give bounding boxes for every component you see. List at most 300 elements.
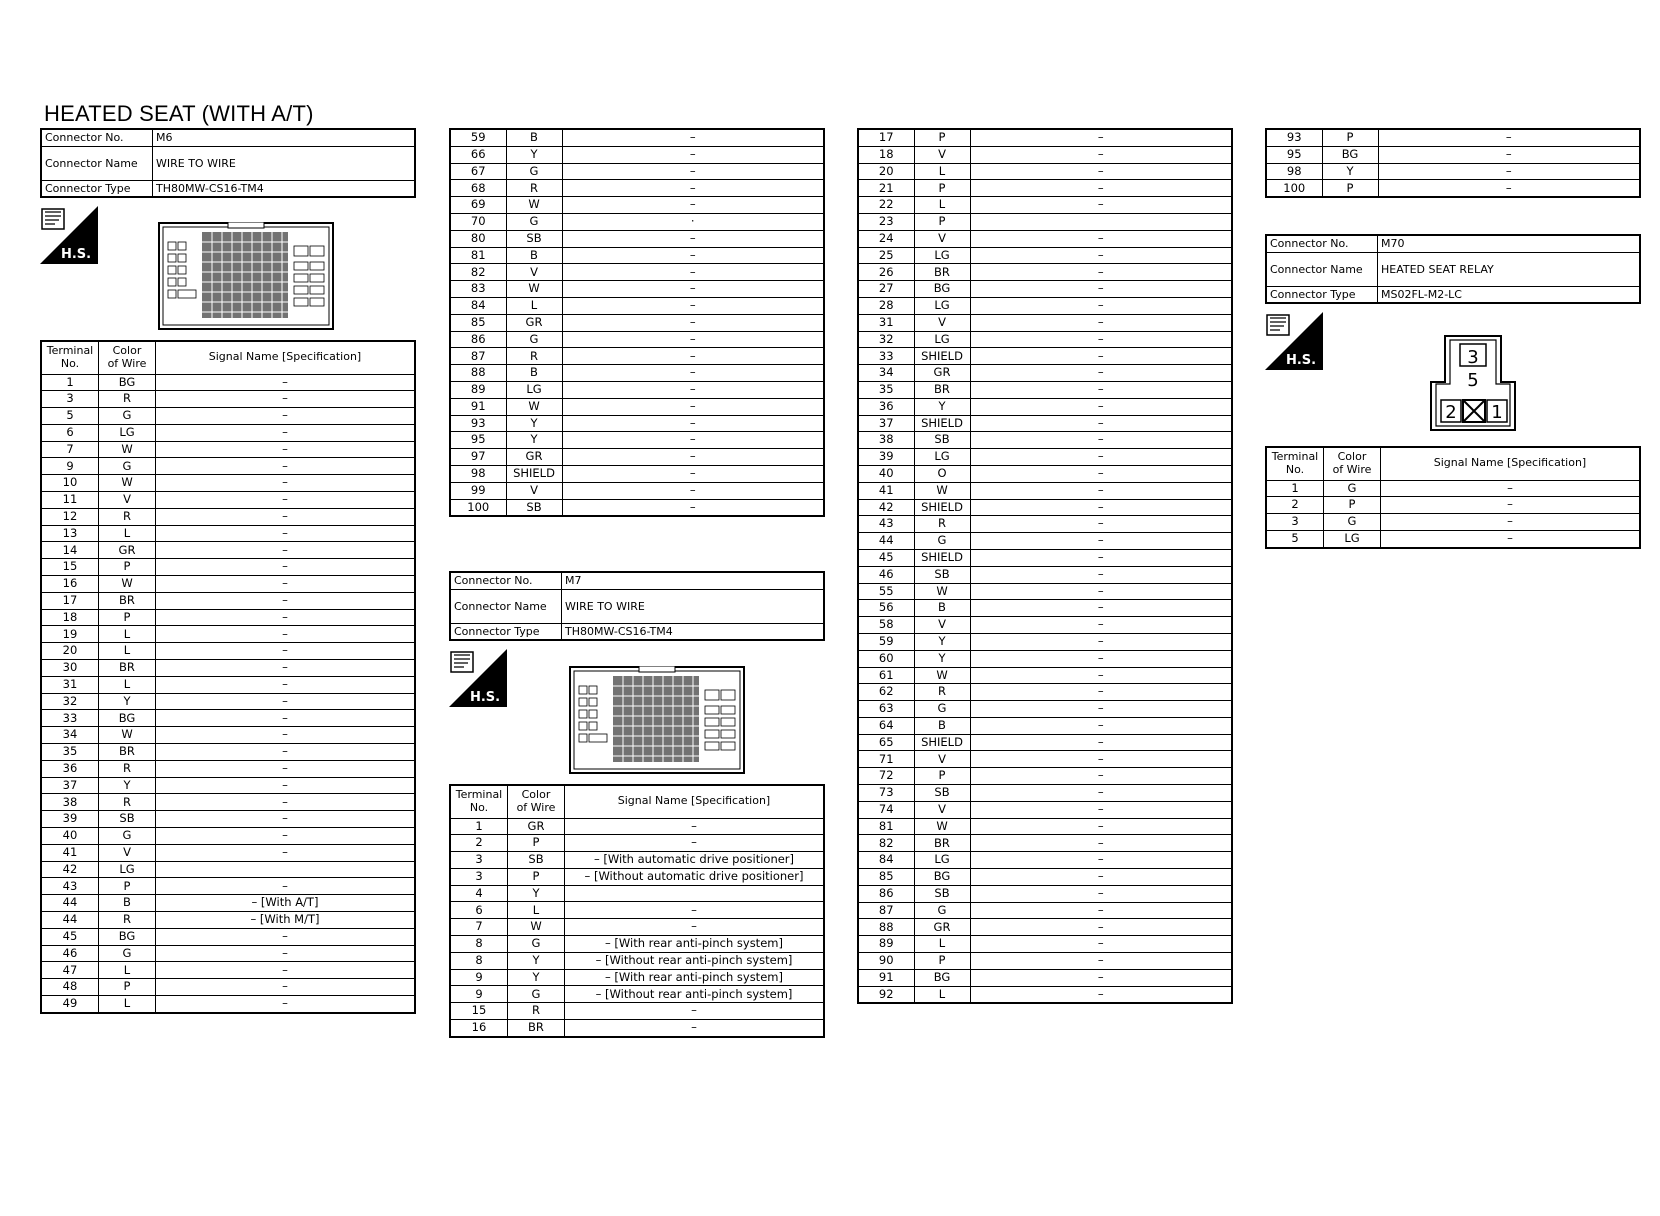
- wire-color: R: [506, 180, 562, 197]
- wire-color: LG: [1324, 530, 1381, 547]
- table-row: [450, 281, 824, 298]
- table-row: [450, 852, 824, 869]
- terminal-no: 46: [41, 945, 99, 962]
- signal-name: –: [156, 408, 416, 425]
- terminal-no: 34: [858, 365, 914, 382]
- terminal-no: 38: [858, 432, 914, 449]
- table-row: [450, 331, 824, 348]
- terminal-no: 84: [450, 297, 506, 314]
- terminal-no: 5: [41, 408, 99, 425]
- table-row: [450, 163, 824, 180]
- table-row: [858, 516, 1232, 533]
- terminal-no: 20: [858, 163, 914, 180]
- terminal-no: 37: [858, 415, 914, 432]
- wire-color: W: [506, 398, 562, 415]
- wire-color: L: [99, 962, 156, 979]
- table-row: [858, 835, 1232, 852]
- terminal-no: 36: [41, 760, 99, 777]
- signal-name: –: [156, 374, 416, 391]
- wire-color: V: [914, 230, 970, 247]
- table-row: [41, 660, 415, 677]
- wire-color: GR: [506, 314, 562, 331]
- signal-name: –: [970, 835, 1232, 852]
- terminal-no: 72: [858, 768, 914, 785]
- signal-name: –: [156, 710, 416, 727]
- wire-color: R: [99, 794, 156, 811]
- wire-color: L: [914, 936, 970, 953]
- terminal-no: 44: [858, 533, 914, 550]
- table-row: [450, 129, 824, 146]
- terminal-no: 6: [450, 902, 508, 919]
- table-row: [858, 163, 1232, 180]
- signal-name: –: [156, 693, 416, 710]
- table-row: [858, 717, 1232, 734]
- table-row: [450, 197, 824, 214]
- signal-name: –: [156, 492, 416, 509]
- wire-color: Y: [914, 398, 970, 415]
- table-row: [858, 281, 1232, 298]
- table-row: [41, 559, 415, 576]
- signal-name: –: [562, 180, 824, 197]
- terminal-no: 42: [41, 861, 99, 878]
- wire-color: G: [99, 945, 156, 962]
- table-row: [858, 549, 1232, 566]
- terminal-no: 98: [450, 465, 506, 482]
- signal-name: –: [562, 365, 824, 382]
- signal-name: –: [970, 852, 1232, 869]
- signal-name: –: [562, 499, 824, 516]
- table-row: [41, 928, 415, 945]
- connector-name-value: WIRE TO WIRE: [562, 589, 825, 623]
- wire-color: Y: [508, 952, 565, 969]
- wire-color: O: [914, 465, 970, 482]
- terminal-no: 87: [858, 902, 914, 919]
- signal-name: – [Without automatic drive positioner]: [565, 868, 825, 885]
- wire-color: R: [506, 348, 562, 365]
- table-row: [1266, 530, 1640, 547]
- pin-3: 3: [1467, 347, 1479, 368]
- column-2: [449, 128, 825, 517]
- terminal-no: 67: [450, 163, 506, 180]
- wire-color: R: [99, 391, 156, 408]
- column-1-terminals: [40, 340, 416, 1014]
- wire-color: G: [99, 408, 156, 425]
- wire-color: V: [506, 264, 562, 281]
- wire-color: W: [99, 475, 156, 492]
- terminal-no: 59: [858, 633, 914, 650]
- signal-name: –: [156, 508, 416, 525]
- table-row: [858, 684, 1232, 701]
- table-row: [41, 979, 415, 996]
- table-row: [858, 197, 1232, 214]
- signal-name: –: [156, 676, 416, 693]
- signal-name: –: [1378, 129, 1640, 146]
- harness-side-icon: [449, 649, 507, 707]
- table-row: [858, 869, 1232, 886]
- signal-name: –: [562, 163, 824, 180]
- table-row: [858, 650, 1232, 667]
- table-row: [41, 592, 415, 609]
- wire-color: LG: [914, 449, 970, 466]
- wire-color: L: [99, 643, 156, 660]
- wire-color: V: [914, 801, 970, 818]
- terminal-no: 85: [450, 314, 506, 331]
- terminal-no: 16: [450, 1020, 508, 1037]
- signal-name: –: [562, 432, 824, 449]
- signal-name: –: [970, 247, 1232, 264]
- table-row: [858, 617, 1232, 634]
- table-row: [41, 727, 415, 744]
- signal-name: –: [156, 626, 416, 643]
- terminal-no: 65: [858, 734, 914, 751]
- wire-color: G: [914, 533, 970, 550]
- table-row: [41, 408, 415, 425]
- terminal-no: 30: [41, 660, 99, 677]
- terminal-no: 44: [41, 895, 99, 912]
- signal-name: –: [156, 424, 416, 441]
- terminal-no: 3: [41, 391, 99, 408]
- terminal-no: 58: [858, 617, 914, 634]
- terminal-no: 45: [41, 928, 99, 945]
- signal-name: –: [970, 734, 1232, 751]
- wire-color: L: [914, 197, 970, 214]
- connector-diagram-m7: [569, 666, 745, 778]
- signal-name: –: [156, 576, 416, 593]
- terminal-no: 63: [858, 701, 914, 718]
- wire-color: V: [914, 617, 970, 634]
- terminal-no: 95: [450, 432, 506, 449]
- signal-name: –: [156, 760, 416, 777]
- wire-color: P: [914, 213, 970, 230]
- signal-name: –: [970, 600, 1232, 617]
- terminal-no: 1: [1266, 480, 1324, 497]
- signal-name: –: [970, 785, 1232, 802]
- signal-name: –: [970, 348, 1232, 365]
- terminal-no: 83: [450, 281, 506, 298]
- wire-color: G: [506, 163, 562, 180]
- signal-name: –: [970, 381, 1232, 398]
- wire-color: V: [506, 482, 562, 499]
- table-row: [858, 365, 1232, 382]
- terminal-no: 14: [41, 542, 99, 559]
- wire-color: L: [914, 986, 970, 1003]
- header-signal: Signal Name [Specification]: [1381, 447, 1641, 480]
- terminal-no: 41: [858, 482, 914, 499]
- terminal-no: 98: [1266, 163, 1322, 180]
- table-row: [858, 348, 1232, 365]
- table-row: [858, 499, 1232, 516]
- signal-name: –: [562, 415, 824, 432]
- signal-name: –: [970, 197, 1232, 214]
- terminal-no: 84: [858, 852, 914, 869]
- table-row: [450, 835, 824, 852]
- signal-name: –: [562, 348, 824, 365]
- signal-name: –: [565, 1003, 825, 1020]
- table-row: [1266, 146, 1640, 163]
- signal-name: –: [970, 751, 1232, 768]
- signal-name: – [With automatic drive positioner]: [565, 852, 825, 869]
- column-3: [857, 128, 1233, 1004]
- table-row: [450, 868, 824, 885]
- table-row: [858, 247, 1232, 264]
- table-row: [858, 415, 1232, 432]
- terminal-no: 3: [450, 868, 508, 885]
- table-row: [450, 180, 824, 197]
- terminal-no: 70: [450, 213, 506, 230]
- connector-type-value: MS02FL-M2-LC: [1378, 286, 1641, 303]
- terminal-no: 43: [858, 516, 914, 533]
- hs-badge-text: H.S.: [1285, 353, 1317, 368]
- signal-name: –: [970, 717, 1232, 734]
- signal-name: –: [1378, 163, 1640, 180]
- table-row: [450, 230, 824, 247]
- harness-side-icon: [1265, 312, 1323, 370]
- signal-name: –: [156, 592, 416, 609]
- terminal-no: 86: [858, 885, 914, 902]
- signal-name: –: [156, 542, 416, 559]
- terminal-no: 81: [858, 818, 914, 835]
- connector-type-value: TH80MW-CS16-TM4: [153, 180, 416, 197]
- terminal-no: 100: [450, 499, 506, 516]
- wire-color: BR: [99, 592, 156, 609]
- table-row: [450, 986, 824, 1003]
- terminal-no: 33: [41, 710, 99, 727]
- signal-name: –: [156, 727, 416, 744]
- wire-color: B: [506, 129, 562, 146]
- terminal-no: 89: [450, 381, 506, 398]
- terminal-no: 11: [41, 492, 99, 509]
- terminal-table-m70: [1265, 446, 1641, 549]
- table-row: [858, 986, 1232, 1003]
- wire-color: Y: [914, 650, 970, 667]
- terminal-no: 31: [41, 676, 99, 693]
- wire-color: R: [508, 1003, 565, 1020]
- signal-name: [565, 885, 825, 902]
- table-row: [450, 1003, 824, 1020]
- wire-color: SB: [914, 432, 970, 449]
- wire-color: Y: [914, 633, 970, 650]
- terminal-no: 22: [858, 197, 914, 214]
- wire-color: LG: [914, 297, 970, 314]
- table-row: [858, 667, 1232, 684]
- table-row: [858, 902, 1232, 919]
- wire-color: L: [99, 626, 156, 643]
- wire-color: P: [99, 878, 156, 895]
- pin-5: 5: [1467, 370, 1479, 391]
- table-row: [450, 213, 824, 230]
- connector-no-value: M6: [153, 129, 416, 146]
- table-row: [41, 878, 415, 895]
- wire-color: GR: [99, 542, 156, 559]
- wire-color: L: [99, 676, 156, 693]
- signal-name: –: [970, 818, 1232, 835]
- signal-name: –: [1381, 530, 1641, 547]
- table-row: [41, 391, 415, 408]
- table-row: [450, 415, 824, 432]
- table-row: [858, 146, 1232, 163]
- terminal-no: 20: [41, 643, 99, 660]
- signal-name: – [With M/T]: [156, 912, 416, 929]
- table-row: [41, 643, 415, 660]
- wire-color: R: [99, 912, 156, 929]
- signal-name: –: [970, 129, 1232, 146]
- harness-side-icon: [40, 206, 98, 264]
- signal-name: –: [970, 449, 1232, 466]
- wire-color: LG: [99, 424, 156, 441]
- wire-color: P: [914, 180, 970, 197]
- signal-name: –: [156, 609, 416, 626]
- signal-name: –: [970, 230, 1232, 247]
- wire-color: W: [914, 583, 970, 600]
- wire-color: W: [506, 197, 562, 214]
- signal-name: –: [970, 768, 1232, 785]
- terminal-no: 7: [41, 441, 99, 458]
- terminal-no: 64: [858, 717, 914, 734]
- wire-color: B: [914, 600, 970, 617]
- wire-color: W: [914, 818, 970, 835]
- wire-color: P: [99, 609, 156, 626]
- table-row: [41, 861, 415, 878]
- terminal-no: 59: [450, 129, 506, 146]
- signal-name: –: [156, 979, 416, 996]
- signal-name: –: [1381, 497, 1641, 514]
- wire-color: SHIELD: [914, 499, 970, 516]
- table-row: [41, 525, 415, 542]
- terminal-no: 92: [858, 986, 914, 1003]
- signal-name: –: [970, 533, 1232, 550]
- signal-name: –: [156, 962, 416, 979]
- column-4-m70-terminals: [1265, 446, 1641, 549]
- signal-name: –: [156, 945, 416, 962]
- terminal-no: 48: [41, 979, 99, 996]
- wire-color: G: [1324, 514, 1381, 531]
- label-connector-type: Connector Type: [450, 623, 562, 640]
- connector-name-value: WIRE TO WIRE: [153, 146, 416, 180]
- table-row: [450, 902, 824, 919]
- table-row: [1266, 180, 1640, 197]
- wire-color: W: [99, 727, 156, 744]
- terminal-no: 38: [41, 794, 99, 811]
- table-row: [1266, 163, 1640, 180]
- signal-name: –: [970, 617, 1232, 634]
- terminal-no: 88: [450, 365, 506, 382]
- signal-name: ·: [562, 213, 824, 230]
- table-row: [450, 381, 824, 398]
- signal-name: –: [562, 129, 824, 146]
- wire-color: BG: [914, 969, 970, 986]
- signal-name: –: [970, 163, 1232, 180]
- signal-name: – [With A/T]: [156, 895, 416, 912]
- table-row: [858, 314, 1232, 331]
- terminal-no: 46: [858, 566, 914, 583]
- signal-name: –: [970, 869, 1232, 886]
- signal-name: –: [970, 281, 1232, 298]
- header-color: Color of Wire: [508, 785, 565, 818]
- table-row: [1266, 514, 1640, 531]
- signal-name: –: [1378, 146, 1640, 163]
- header-terminal: Terminal No.: [41, 341, 99, 374]
- signal-name: –: [562, 230, 824, 247]
- table-row: [41, 760, 415, 777]
- signal-name: –: [156, 525, 416, 542]
- table-row: [450, 969, 824, 986]
- wire-color: W: [914, 667, 970, 684]
- terminal-table-m7: [449, 784, 825, 1038]
- terminal-no: 40: [41, 828, 99, 845]
- terminal-no: 86: [450, 331, 506, 348]
- terminal-no: 88: [858, 919, 914, 936]
- table-row: [858, 482, 1232, 499]
- table-row: [41, 626, 415, 643]
- terminal-no: 3: [450, 852, 508, 869]
- terminal-no: 1: [450, 818, 508, 835]
- wire-color: P: [99, 559, 156, 576]
- signal-name: –: [562, 465, 824, 482]
- label-connector-no: Connector No.: [41, 129, 153, 146]
- table-row: [450, 365, 824, 382]
- terminal-no: 47: [41, 962, 99, 979]
- terminal-no: 9: [450, 969, 508, 986]
- table-row: [41, 458, 415, 475]
- signal-name: –: [970, 953, 1232, 970]
- signal-name: –: [156, 475, 416, 492]
- connector-no-value: M7: [562, 572, 825, 589]
- table-row: [858, 751, 1232, 768]
- table-row: [41, 492, 415, 509]
- signal-name: –: [970, 415, 1232, 432]
- wire-color: L: [914, 163, 970, 180]
- terminal-no: 55: [858, 583, 914, 600]
- terminal-no: 93: [1266, 129, 1322, 146]
- wire-color: BG: [99, 928, 156, 945]
- wire-color: SB: [506, 499, 562, 516]
- header-color: Color of Wire: [99, 341, 156, 374]
- terminal-no: 18: [41, 609, 99, 626]
- signal-name: –: [970, 516, 1232, 533]
- connector-name-value: HEATED SEAT RELAY: [1378, 252, 1641, 286]
- wire-color: B: [506, 365, 562, 382]
- wire-color: BR: [99, 660, 156, 677]
- column-4-m70: [1265, 234, 1641, 304]
- signal-name: –: [970, 684, 1232, 701]
- terminal-no: 17: [41, 592, 99, 609]
- wire-color: R: [99, 508, 156, 525]
- table-row: [858, 180, 1232, 197]
- wire-color: SB: [99, 811, 156, 828]
- signal-name: –: [970, 146, 1232, 163]
- signal-name: –: [970, 549, 1232, 566]
- signal-name: –: [970, 919, 1232, 936]
- terminal-no: 36: [858, 398, 914, 415]
- terminal-no: 43: [41, 878, 99, 895]
- table-row: [1266, 480, 1640, 497]
- wire-color: Y: [99, 693, 156, 710]
- signal-name: [156, 861, 416, 878]
- signal-name: –: [970, 650, 1232, 667]
- signal-name: –: [156, 643, 416, 660]
- wire-color: GR: [914, 365, 970, 382]
- wire-color: B: [914, 717, 970, 734]
- wire-color: G: [914, 701, 970, 718]
- signal-name: –: [565, 1020, 825, 1037]
- terminal-no: 25: [858, 247, 914, 264]
- terminal-no: 34: [41, 727, 99, 744]
- wire-color: Y: [508, 969, 565, 986]
- terminal-no: 35: [858, 381, 914, 398]
- terminal-no: 33: [858, 348, 914, 365]
- header-color: Color of Wire: [1324, 447, 1381, 480]
- terminal-no: 24: [858, 230, 914, 247]
